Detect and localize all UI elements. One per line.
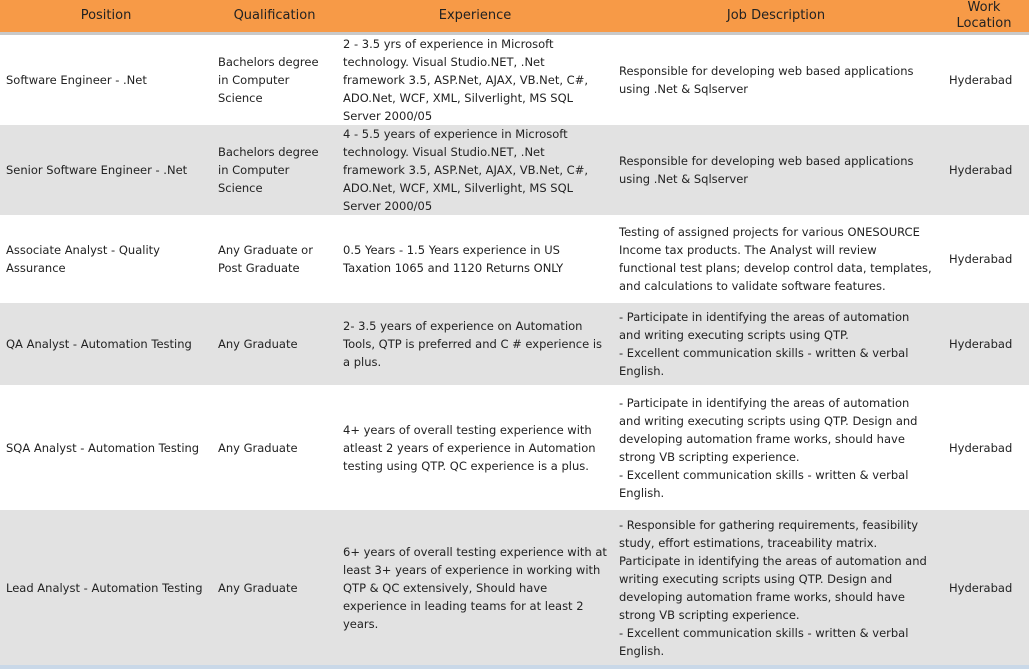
column-header-position: Position — [0, 0, 212, 34]
experience-cell: 0.5 Years - 1.5 Years experience in US Taxation 1065 and 1120 Returns ONLY — [337, 215, 613, 303]
position-cell: SQA Analyst - Automation Testing — [0, 385, 212, 510]
location-cell: Hyderabad — [939, 125, 1029, 215]
experience-cell: 6+ years of overall testing experience with at least 3+ years of experience in working with QTP & QC extensively, Should have experience in leading teams for at least 2 years. — [337, 510, 613, 665]
column-header-qualification: Qualification — [212, 0, 337, 34]
table-row — [0, 125, 1029, 215]
table-row — [0, 385, 1029, 510]
job-description-cell: Testing of assigned projects for various ONESOURCE Income tax products. The Analyst will review functional test plans; develop control data, templates, and calculations to validate software features. — [613, 215, 939, 303]
location-cell: Hyderabad — [939, 34, 1029, 126]
column-header-work-location: Work Location — [939, 0, 1029, 34]
qualification-cell: Any Graduate — [212, 303, 337, 385]
table-header-row — [0, 0, 1029, 34]
position-cell: Associate Analyst - Quality Assurance — [0, 215, 212, 303]
qualification-cell: Any Graduate — [212, 385, 337, 510]
location-cell: Hyderabad — [939, 385, 1029, 510]
job-description-cell: - Participate in identifying the areas of automation and writing executing scripts using QTP. - Excellent communication skills - written & verbal English. — [613, 303, 939, 385]
table-row — [0, 215, 1029, 303]
job-description-cell: - Responsible for gathering requirements, feasibility study, effort estimations, traceability matrix. Participate in identifying the areas of automation and writing executing scripts using QTP. Design and developing automation frame works, should have strong VB scripting experience. - Excellent communication skills - written & verbal English. — [613, 510, 939, 665]
position-cell: Senior Software Engineer - .Net — [0, 125, 212, 215]
table-row — [0, 34, 1029, 126]
job-description-cell: - Participate in identifying the areas of automation and writing executing scripts using QTP. Design and developing automation frame works, should have strong VB scripting experience. - Excellent communication skills - written & verbal English. — [613, 385, 939, 510]
experience-cell: 2 - 3.5 yrs of experience in Microsoft technology. Visual Studio.NET, .Net framework 3.5, ASP.Net, AJAX, VB.Net, C#, ADO.Net, WCF, XML, Silverlight, MS SQL Server 2000/05 — [337, 34, 613, 126]
qualification-cell: Any Graduate or Post Graduate — [212, 215, 337, 303]
qualification-cell: Bachelors degree in Computer Science — [212, 125, 337, 215]
column-header-job-description: Job Description — [613, 0, 939, 34]
position-cell: QA Analyst - Automation Testing — [0, 303, 212, 385]
location-cell: Hyderabad — [939, 303, 1029, 385]
position-cell: Lead Analyst - Automation Testing — [0, 510, 212, 665]
experience-cell: 4+ years of overall testing experience with atleast 2 years of experience in Automation testing using QTP. QC experience is a plus. — [337, 385, 613, 510]
job-description-cell: Responsible for developing web based applications using .Net & Sqlserver — [613, 34, 939, 126]
location-cell: Hyderabad — [939, 510, 1029, 665]
experience-cell: 4 - 5.5 years of experience in Microsoft technology. Visual Studio.NET, .Net framework 3.5, ASP.Net, AJAX, VB.Net, C#, ADO.Net, WCF, XML, Silverlight, MS SQL Server 2000/05 — [337, 125, 613, 215]
job-description-cell: Responsible for developing web based applications using .Net & Sqlserver — [613, 125, 939, 215]
qualification-cell: Bachelors degree in Computer Science — [212, 34, 337, 126]
position-cell: Software Engineer - .Net — [0, 34, 212, 126]
location-cell: Hyderabad — [939, 215, 1029, 303]
column-header-experience: Experience — [337, 0, 613, 34]
table-row — [0, 510, 1029, 665]
table-row — [0, 303, 1029, 385]
bottom-divider — [0, 665, 1029, 669]
experience-cell: 2- 3.5 years of experience on Automation Tools, QTP is preferred and C # experience is a plus. — [337, 303, 613, 385]
qualification-cell: Any Graduate — [212, 510, 337, 665]
